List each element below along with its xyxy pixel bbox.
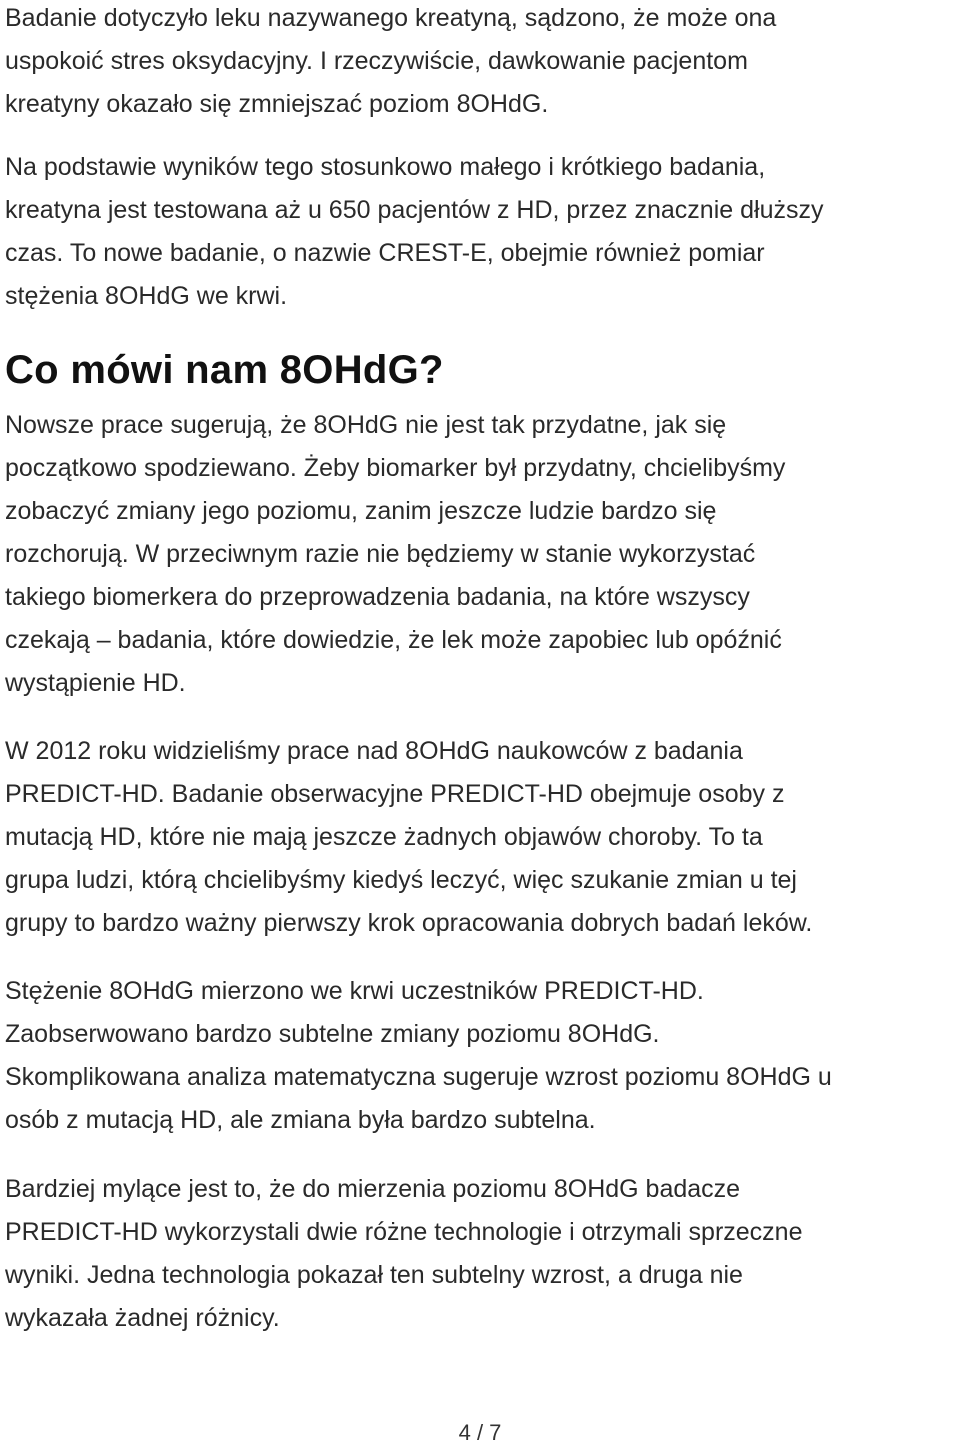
text-line: czekają – badania, które dowiedzie, że lek może zapobiec lub opóźnić bbox=[5, 626, 782, 654]
paragraph-conflicting-results bbox=[5, 1168, 945, 1340]
text-line: wystąpienie HD. bbox=[5, 669, 186, 697]
text-line: stężenia 8OHdG we krwi. bbox=[5, 282, 288, 310]
text-line: zobaczyć zmiany jego poziomu, zanim jeszcze ludzie bardzo się bbox=[5, 497, 717, 525]
text-line: PREDICT-HD wykorzystali dwie różne technologie i otrzymali sprzeczne bbox=[5, 1218, 803, 1246]
text-line: PREDICT-HD. Badanie obserwacyjne PREDICT-HD obejmuje osoby z bbox=[5, 780, 785, 808]
text-line: W 2012 roku widzieliśmy prace nad 8OHdG naukowców z badania bbox=[5, 737, 743, 765]
paragraph-creatine-study bbox=[5, 0, 945, 126]
paragraph-8ohdg-measurement bbox=[5, 970, 960, 1142]
text-line: grupy to bardzo ważny pierwszy krok opracowania dobrych badań leków. bbox=[5, 909, 813, 937]
text-line: Bardziej mylące jest to, że do mierzenia poziomu 8OHdG badacze bbox=[5, 1175, 741, 1203]
text-line: wykazała żadnej różnicy. bbox=[5, 1304, 280, 1332]
text-line: kreatyny okazało się zmniejszać poziom 8OHdG. bbox=[5, 90, 549, 118]
text-line: Skomplikowana analiza matematyczna sugeruje wzrost poziomu 8OHdG u bbox=[5, 1063, 832, 1091]
text-line: uspokoić stres oksydacyjny. I rzeczywiście, dawkowanie pacjentom bbox=[5, 47, 748, 75]
paragraph-crest-e bbox=[5, 146, 945, 318]
text-line: wyniki. Jedna technologia pokazał ten subtelny wzrost, a druga nie bbox=[5, 1261, 743, 1289]
text-line: rozchorują. W przeciwnym razie nie będziemy w stanie wykorzystać bbox=[5, 540, 756, 568]
text-line: takiego biomerkera do przeprowadzenia badania, na które wszyscy bbox=[5, 583, 750, 611]
text-line: Zaobserwowano bardzo subtelne zmiany poziomu 8OHdG. bbox=[5, 1020, 660, 1048]
paragraph-predict-hd bbox=[5, 730, 960, 945]
paragraph-biomarker-usefulness bbox=[5, 404, 945, 705]
page-number: 4 / 7 bbox=[458, 1420, 502, 1445]
text-line: mutacją HD, które nie mają jeszcze żadnych objawów choroby. To ta bbox=[5, 823, 763, 851]
text-line: osób z mutacją HD, ale zmiana była bardzo subtelna. bbox=[5, 1106, 596, 1134]
text-line: Na podstawie wyników tego stosunkowo małego i krótkiego badania, bbox=[5, 153, 766, 181]
text-line: czas. To nowe badanie, o nazwie CREST-E, obejmie również pomiar bbox=[5, 239, 765, 267]
text-line: kreatyna jest testowana aż u 650 pacjentów z HD, przez znacznie dłuższy bbox=[5, 196, 824, 224]
text-line: grupa ludzi, którą chcielibyśmy kiedyś leczyć, więc szukanie zmian u tej bbox=[5, 866, 797, 894]
text-line: początkowo spodziewano. Żeby biomarker był przydatny, chcielibyśmy bbox=[5, 454, 786, 482]
text-line: Badanie dotyczyło leku nazywanego kreatyną, sądzono, że może ona bbox=[5, 4, 777, 32]
text-line: Nowsze prace sugerują, że 8OHdG nie jest tak przydatne, jak się bbox=[5, 411, 727, 439]
text-line: Stężenie 8OHdG mierzono we krwi uczestników PREDICT-HD. bbox=[5, 977, 704, 1005]
section-heading: Co mówi nam 8OHdG? bbox=[5, 348, 444, 392]
